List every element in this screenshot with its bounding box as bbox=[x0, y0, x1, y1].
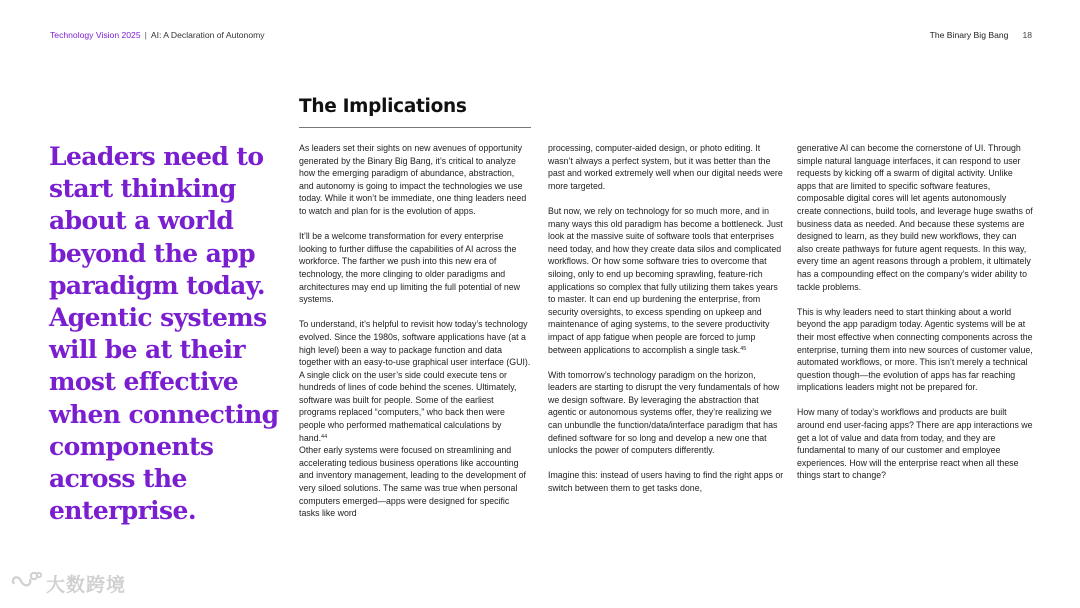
footnote-ref: 44 bbox=[321, 433, 328, 440]
watermark-text: 大数跨境 bbox=[46, 574, 127, 596]
paragraph: processing, computer-aided design, or photo editing. It wasn’t always a perfect system, but it was better than the past and worked extremely well when our digital needs were more targeted. bbox=[548, 143, 783, 191]
text-column-1 bbox=[299, 142, 531, 520]
text-column-2 bbox=[548, 142, 784, 495]
pull-quote: Leaders need to start thinking about a world beyond the app paradigm today. Agentic systems will be at their most effective when connecting components across the enterprise. bbox=[49, 142, 279, 526]
paragraph-with-footnote bbox=[548, 205, 784, 356]
running-header-right bbox=[930, 30, 1032, 40]
publication-title: Technology Vision 2025 bbox=[50, 30, 141, 40]
paragraph-text: But now, we rely on technology for so much more, and in many ways this old paradigm has become a bottleneck. Just look at the massive suite of software tools that enterprises need today, and how they create data silos and complicated workflows. Or how some software tries to overcome that siloing, only to end up becoming sprawling, feature-rich applications so complex that fully utilizing them takes years to master. It can end up burdening the enterprise, from security oversights, to excess spending on upkeep and maintenance of aging systems, to the severe productivity impact of app fatigue when people are forced to jump between applications to accomplish a single task. bbox=[548, 205, 783, 355]
paragraph: With tomorrow’s technology paradigm on the horizon, leaders are starting to disrupt the very fundamentals of how we design software. By leveraging the abstraction that agentic or autonomous systems offer, they’re realizing we can unbundle the function/data/interface paradigm that has defined software for so long and develop a new one that unlocks the power of computers differently. bbox=[548, 369, 780, 456]
heading-divider bbox=[299, 127, 531, 128]
paragraph-with-footnote bbox=[299, 318, 531, 444]
paragraph: This is why leaders need to start thinking about a world beyond the app paradigm today. Agentic systems will be at their most effective when connecting components across the enterprise, turning them into new sources of customer value, automated workflows, or more. This isn’t merely a technical question though—the evolution of apps has far reaching implications leaders might not be prepared for. bbox=[797, 306, 1033, 393]
paragraph: How many of today’s workflows and products are built around end user-facing apps? There are app interactions we get a lot of value and data from today, and they are fundamental to many of our customer and employee experiences. How will the enterprise react when all these things start to change? bbox=[797, 407, 1033, 481]
chapter-name: The Binary Big Bang bbox=[929, 30, 1009, 40]
page-number: 18 bbox=[1022, 30, 1032, 40]
paragraph-text: To understand, it’s helpful to revisit how today’s technology evolved. Since the 1980s, software applications have (at a high level) been a way to package function and data together with an easy-to-use graphical user interface (GUI). A single click on the user’s side could execute tens or hundreds of lines of code behind the scenes. Ultimately, software was built for people. Some of the earliest programs replaced “computers,” who back then were people who performed mathematical calculations by hand. bbox=[299, 319, 531, 443]
section-heading: The Implications bbox=[299, 96, 467, 117]
paragraph: As leaders set their sights on new avenues of opportunity generated by the Binary Big Bang, it’s critical to analyze how the emerging paradigm of abundance, abstraction, and autonomy is going to impact the technologies we use today. While it won’t be immediate, one thing leaders need to watch and plan for is the evolution of apps. bbox=[299, 143, 527, 216]
header-separator: | bbox=[144, 30, 147, 40]
paragraph: generative AI can become the cornerstone of UI. Through simple natural language interfaces, it can respond to user requests by kicking off a swarm of digital activity. Unlike apps that are limited to specific software features, composable digital cores will let agents autonomously create connections, build tools, and leverage huge swaths of business data as needed. And because these systems are designed to learn, as they build new workflows, they can also create pathways for future agent requests. In this way, every time an agent reasons through a problem, it ultimately has a compounding effect on the company’s wider ability to tackle problems. bbox=[797, 143, 1033, 292]
publication-subtitle: AI: A Declaration of Autonomy bbox=[150, 30, 265, 40]
infinity-logo-icon bbox=[8, 570, 42, 597]
paragraph: Imagine this: instead of users having to find the right apps or switch between them to get tasks done, bbox=[548, 470, 784, 494]
paragraph: It’ll be a welcome transformation for every enterprise looking to further diffuse the capabilities of AI across the workforce. The farther we push into this new era of technology, the more clinging to older paradigms and architectures may end up limiting the full potential of new systems. bbox=[299, 231, 521, 305]
running-header-left bbox=[50, 30, 265, 40]
footnote-ref: 45 bbox=[740, 345, 747, 352]
text-column-3 bbox=[797, 142, 1033, 482]
watermark bbox=[8, 570, 126, 597]
paragraph: Other early systems were focused on streamlining and accelerating tedious business operations like accounting and inventory management, leading to the development of very siloed solutions. The same was true when personal computers emerged—apps were designed for specific tasks like word bbox=[299, 445, 526, 519]
